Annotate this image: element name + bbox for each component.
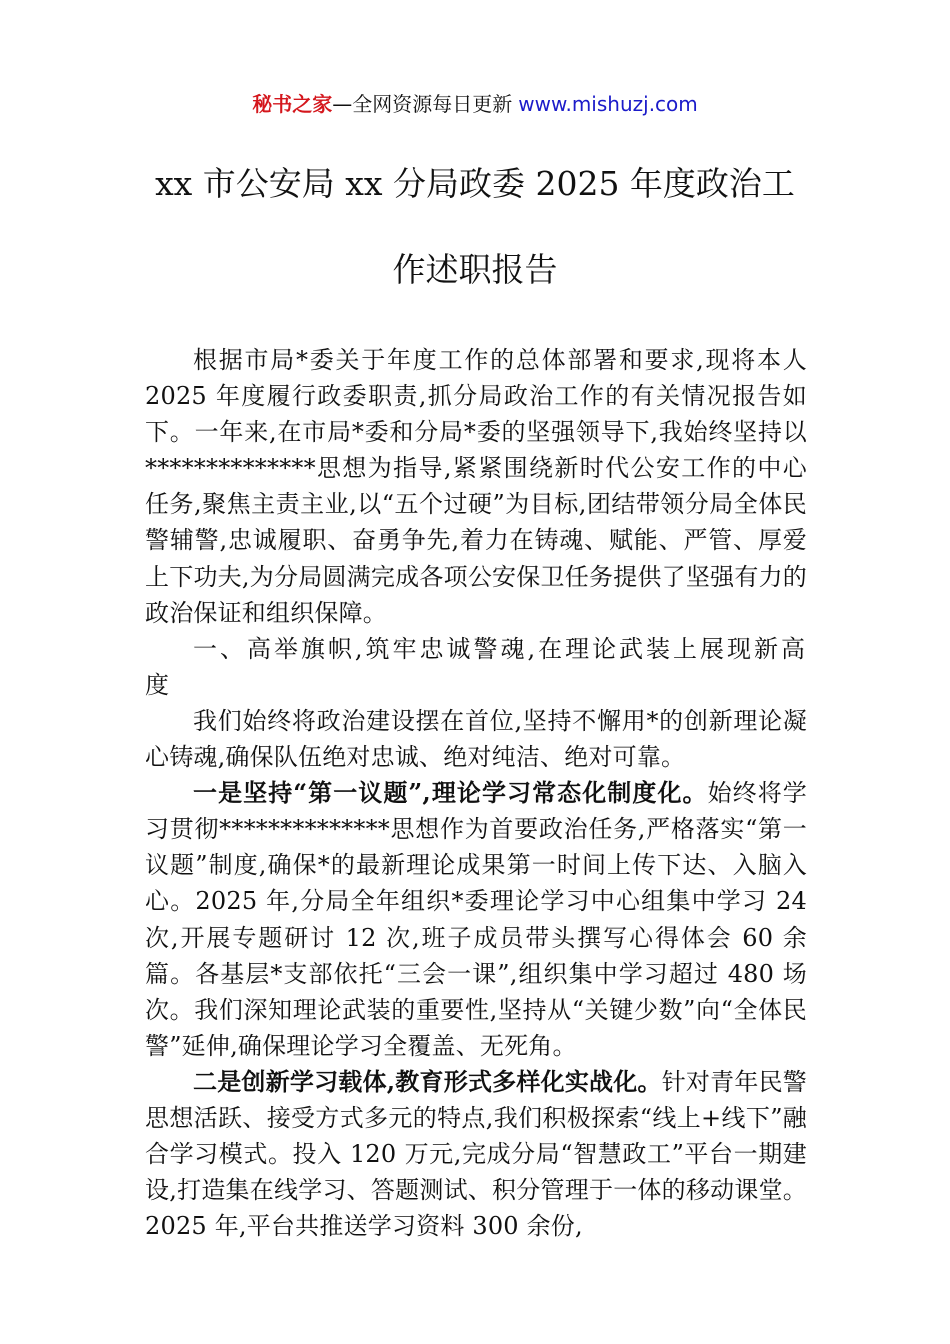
banner-tagline: —全网资源每日更新: [332, 92, 513, 116]
intro-paragraph: 根据市局*委关于年度工作的总体部署和要求,现将本人 2025 年度履行政委职责,抓分局政治工作的有关情况报告如下。一年来,在市局*委和分局*委的坚强领导下,我始终坚持以**************思想为指导,紧紧围绕新时代公安工作的中心任务,聚焦主责主业,以“五个过硬”为目标,团结带领分局全体民警辅警,忠诚履职、奋勇争先,着力在铸魂、赋能、严管、厚爱上下功夫,为分局圆满完成各项公安保卫任务提供了坚强有力的政治保证和组织保障。: [145, 346, 807, 627]
document-title: [120, 160, 830, 332]
title-line-2: 作述职报告: [392, 250, 558, 289]
document-body: [145, 342, 807, 1244]
section-1-intro: 我们始终将政治建设摆在首位,坚持不懈用*的创新理论凝心铸魂,确保队伍绝对忠诚、绝对纯洁、绝对可靠。: [145, 706, 807, 772]
point-2-lead: 二是创新学习载体,教育形式多样化实战化。: [193, 1066, 662, 1096]
point-1-paragraph: [145, 775, 807, 1064]
site-url-link[interactable]: www.mishuzj.com: [518, 92, 698, 116]
point-2-paragraph: [145, 1064, 807, 1244]
title-line-1: xx 市公安局 xx 分局政委 2025 年度政治工: [155, 164, 795, 203]
point-1-lead: 一是坚持“第一议题”,理论学习常态化制度化。: [193, 778, 708, 808]
site-banner: [0, 88, 950, 120]
point-2-text: 针对青年民警思想活跃、接受方式多元的特点,我们积极探索“线上+线下”融合学习模式。投入 120 万元,完成分局“智慧政工”平台一期建设,打造集在线学习、答题测试、积分管理于一体的移动课堂。2025 年,平台共推送学习资料 300 余份,: [145, 1067, 808, 1241]
point-1-text: 始终将学习贯彻**************思想作为首要政治任务,严格落实“第一议题”制度,确保*的最新理论成果第一时间上传下达、入脑入心。2025 年,分局全年组织*委理论学习中心组集中学习 24 次,开展专题研讨 12 次,班子成员带头撰写心得体会 60 余篇。各基层*支部依托“三会一课”,组织集中学习超过 480 场次。我们深知理论武装的重要性,坚持从“关键少数”向“全体民警”延伸,确保理论学习全覆盖、无死角。: [145, 779, 807, 1060]
section-1-heading: 一、高举旗帜,筑牢忠诚警魂,在理论武装上展现新高度: [145, 634, 807, 699]
brand-name: 秘书之家: [252, 92, 333, 116]
